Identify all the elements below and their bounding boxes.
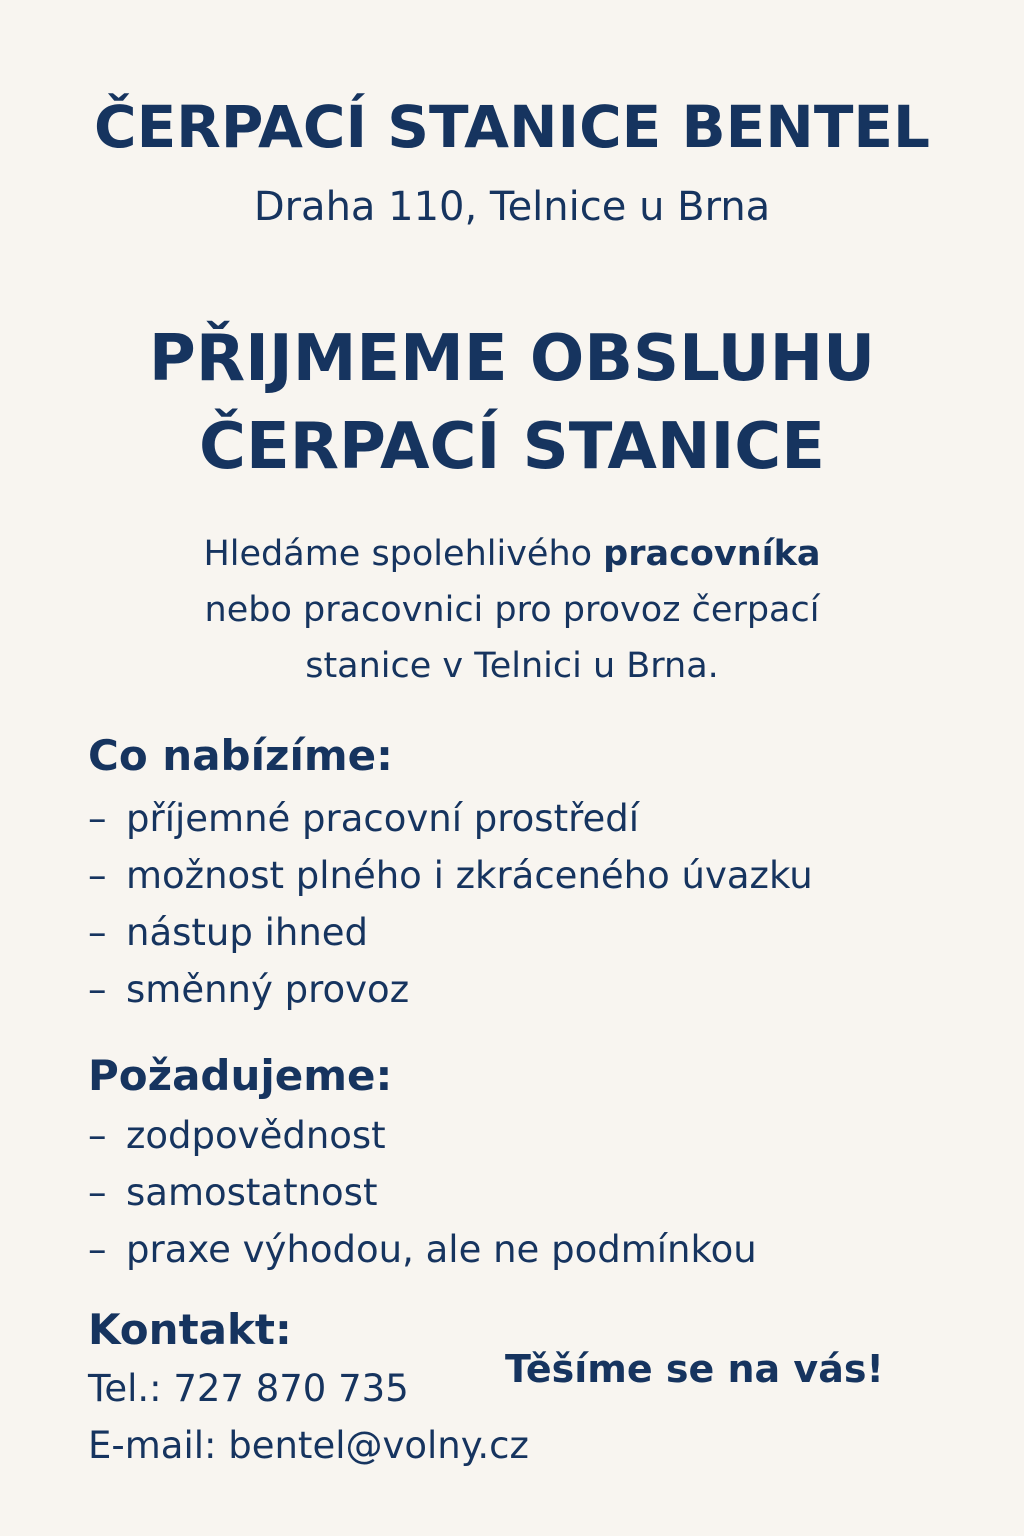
list-marker: –	[88, 1114, 107, 1157]
contact-email: E-mail: bentel@volny.cz	[88, 1424, 529, 1467]
closing-message: Těšíme se na vás!	[505, 1347, 884, 1391]
offer-item-text: příjemné pracovní prostředí	[126, 797, 640, 840]
list-marker: –	[88, 854, 107, 897]
requirements-list	[88, 1107, 757, 1278]
requirements-title: Požadujeme:	[88, 1051, 393, 1100]
offer-item-text: možnost plného i zkráceného úvazku	[126, 854, 813, 897]
intro-line-1-text: Hledáme spolehlivého	[203, 534, 604, 574]
list-item	[88, 847, 813, 904]
list-marker: –	[88, 797, 107, 840]
list-item	[88, 961, 813, 1018]
list-marker: –	[88, 1228, 107, 1271]
company-name: ČERPACÍ STANICE BENTEL	[94, 93, 930, 161]
offer-item-text: nástup ihned	[126, 911, 369, 954]
list-marker: –	[88, 1171, 107, 1214]
list-marker: –	[88, 911, 107, 954]
headline-line-1: PŘIJMEME OBSLUHU	[148, 322, 876, 396]
list-item	[88, 790, 813, 847]
offer-title: Co nabízíme:	[88, 731, 393, 780]
intro-line-3: stanice v Telnici u Brna.	[305, 646, 719, 686]
job-headline	[0, 315, 1024, 491]
offer-item-text: směnný provoz	[126, 968, 410, 1011]
intro-line-2: nebo pracovnici pro provoz čerpací	[204, 590, 820, 630]
requirement-item-text: zodpovědnost	[126, 1114, 386, 1157]
list-marker: –	[88, 968, 107, 1011]
list-item	[88, 904, 813, 961]
intro-emphasis: pracovníka	[603, 534, 821, 574]
requirement-item-text: praxe výhodou, ale ne podmínkou	[126, 1228, 757, 1271]
intro-text	[0, 526, 1024, 694]
list-item	[88, 1164, 757, 1221]
intro-line-1	[0, 526, 1024, 582]
offer-list	[88, 790, 813, 1018]
company-address: Draha 110, Telnice u Brna	[253, 184, 771, 230]
headline-line-2: ČERPACÍ STANICE	[199, 410, 825, 484]
list-item	[88, 1221, 757, 1278]
list-item	[88, 1107, 757, 1164]
requirement-item-text: samostatnost	[126, 1171, 378, 1214]
contact-title: Kontakt:	[88, 1305, 292, 1354]
contact-phone: Tel.: 727 870 735	[88, 1367, 409, 1410]
